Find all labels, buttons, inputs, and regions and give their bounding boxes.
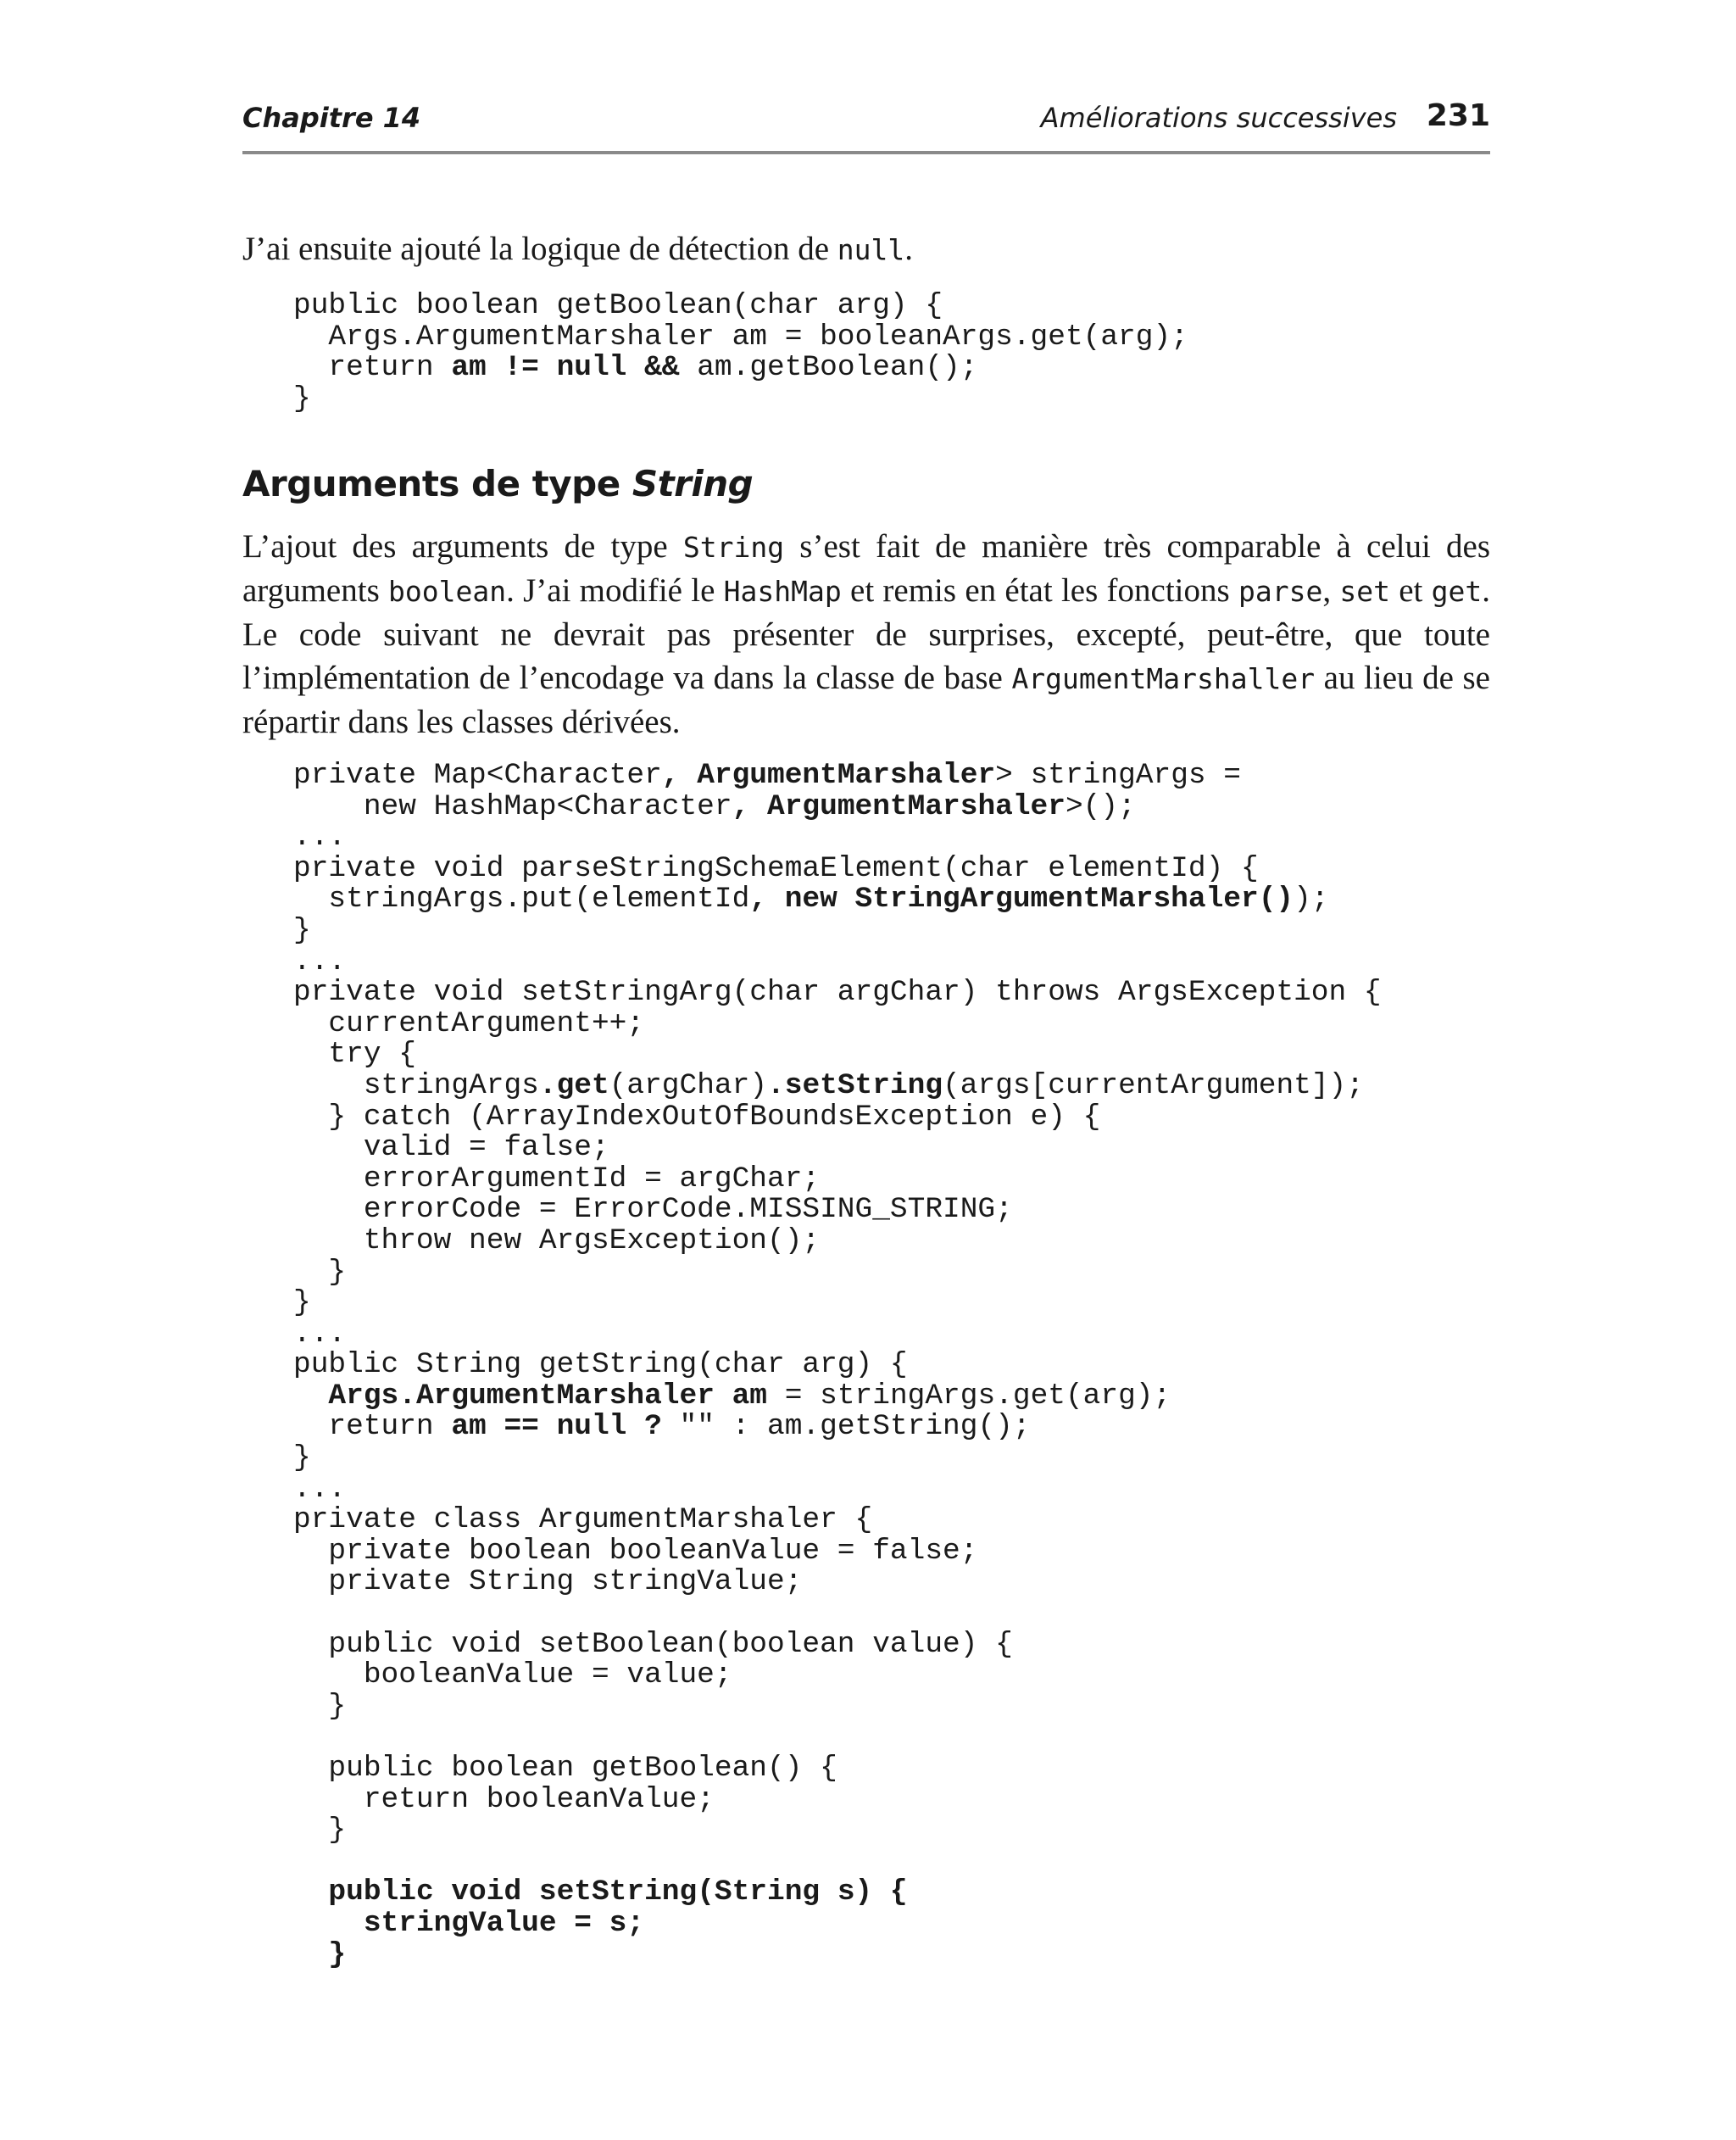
code-segment: try { [293,1038,416,1072]
code-segment: throw new ArgsException(); [293,1223,821,1257]
intro-code: null [837,233,905,266]
inline-code: HashMap [723,575,842,608]
code-line [293,1815,1382,1847]
code-segment: public String getString(char arg) { [293,1348,908,1382]
code-bold-segment: , ArgumentMarshaler [661,759,996,792]
code-segment: return [293,351,452,385]
code-line [293,1068,1382,1102]
code-segment: currentArgument++; [293,1006,645,1040]
code-line [293,947,1382,978]
code-segment: return [293,1410,452,1444]
code-line [293,1660,1382,1691]
code-segment: (args[currentArgument]); [943,1068,1364,1102]
body-paragraph [242,525,1490,744]
code-segment: private void setStringArg(char argChar) throws ArgsException { [293,976,1382,1010]
code-segment: (argChar) [609,1068,768,1102]
code-segment: valid = false; [293,1131,609,1165]
inline-code: String [682,531,785,564]
code-segment [293,1875,328,1909]
code-line [293,1906,1382,1940]
intro-paragraph [242,227,1490,271]
body-text: s’est fait de manière très comparable à celui des arguments [242,528,1491,609]
code-segment: } [293,1441,311,1475]
code-segment [293,1379,328,1413]
running-header [242,100,1490,154]
body-text: L’ajout des arguments de type [242,528,683,565]
code-segment: } [293,1814,347,1847]
code-line [293,1722,1382,1753]
code-segment: errorArgumentId = argChar; [293,1162,821,1195]
code-segment: ... [293,821,347,855]
inline-code: ArgumentMarshaller [1011,662,1316,695]
code-line [293,1133,1382,1164]
body-text: au lieu de se répartir dans les classes dérivées. [242,660,1490,740]
section-heading-italic: String [632,463,754,504]
code-bold-segment: , ArgumentMarshaler [732,789,1066,823]
body-text: , [1322,572,1340,609]
code-segment: "" : am.getString(); [661,1410,1031,1444]
intro-end: . [904,231,913,267]
code-line [293,1350,1382,1381]
inline-code: get [1431,575,1483,608]
code-line [293,1598,1382,1630]
section-heading [242,463,753,504]
code-line [293,1257,1382,1289]
code-line [293,384,1188,415]
chapter-label: Chapitre 14 [242,102,421,134]
code-segment: > stringArgs = [995,759,1242,792]
code-bold-segment: , new StringArgumentMarshaler() [749,883,1294,917]
code-line [293,913,1382,947]
code-bold-segment: Args.ArgumentMarshaler am [328,1379,768,1413]
code-line [293,1691,1382,1723]
code-bold-segment: am != null && [451,351,680,385]
code-line [293,1223,1382,1257]
code-line [293,1195,1382,1226]
code-line [293,1474,1382,1506]
chapter-title: Améliorations successives [1040,102,1397,134]
code-segment: >(); [1065,789,1136,823]
inline-code: set [1339,575,1390,608]
code-bold-segment: stringValue = s; [363,1906,645,1940]
code-line [293,322,1188,354]
code-bold-segment: public void setString(String s) { [328,1875,908,1909]
code-segment: } [293,382,311,415]
inline-code: boolean [388,575,507,608]
code-line [293,1006,1382,1040]
code-block-getboolean [293,291,1188,415]
code-segment: } [293,913,311,947]
code-bold-segment: } [328,1937,347,1971]
code-line [293,884,1382,916]
code-line [293,1877,1382,1909]
code-line [293,1039,1382,1071]
code-line [293,1319,1382,1351]
code-line [293,1381,1382,1413]
code-segment: private class ArgumentMarshaler { [293,1503,873,1537]
code-line [293,1847,1382,1878]
code-line [293,1937,1382,1971]
code-segment: = stringArgs.get(arg); [767,1379,1171,1413]
code-segment: private Map<Character [293,759,662,792]
code-line [293,1753,1382,1785]
code-block-string-args [293,761,1382,1970]
code-line [293,291,1188,322]
intro-text: J’ai ensuite ajouté la logique de détection de [242,231,837,267]
code-segment: stringArgs.put(elementId [293,883,750,917]
code-segment: public void setBoolean(boolean value) { [293,1627,1013,1661]
code-segment: ... [293,1472,347,1506]
code-line [293,789,1382,823]
body-text: . Le code suivant ne devrait pas présenter de surprises, excepté, peut-être, que toute l’implémentation de l’encodage va dans la classe de base [242,572,1490,696]
code-line [293,1505,1382,1536]
inline-code: parse [1238,575,1323,608]
code-segment: ... [293,1317,347,1351]
body-text: et remis en état les fonctions [841,572,1238,609]
code-segment: new HashMap<Character [293,789,732,823]
code-segment: } [293,1255,347,1289]
code-line [293,353,1188,384]
code-segment: private void parseStringSchemaElement(char elementId) { [293,851,1259,885]
code-segment [293,1907,364,1940]
section-heading-prefix: Arguments de type [242,463,632,504]
code-line [293,1782,1382,1816]
code-segment: booleanValue = value; [293,1658,732,1692]
code-segment: public boolean getBoolean() { [293,1752,837,1785]
code-line [293,822,1382,854]
code-line [293,1627,1382,1661]
code-line [293,1164,1382,1195]
code-line [293,851,1382,885]
code-segment: ); [1294,883,1329,917]
code-bold-segment: .get [538,1068,609,1102]
code-segment: stringArgs [293,1068,539,1102]
code-line [293,1536,1382,1568]
code-line [293,1412,1382,1443]
code-line [293,978,1382,1009]
code-line [293,1102,1382,1134]
code-segment: Args.ArgumentMarshaler am = booleanArgs.get(arg); [293,320,1188,354]
code-segment: return booleanValue; [293,1782,715,1816]
code-line [293,761,1382,792]
code-segment: public boolean getBoolean(char arg) { [293,289,943,322]
page-number: 231 [1426,98,1490,133]
body-text: . J’ai modifié le [506,572,724,609]
code-line [293,1567,1382,1598]
code-segment: am.getBoolean(); [679,351,978,385]
code-segment [293,1938,328,1971]
code-segment: ... [293,945,347,978]
code-segment: } catch (ArrayIndexOutOfBoundsException e) { [293,1100,1101,1134]
code-segment: } [293,1286,311,1320]
code-segment: } [293,1689,347,1723]
code-line [293,1288,1382,1319]
code-segment: errorCode = ErrorCode.MISSING_STRING; [293,1193,1013,1227]
code-bold-segment: .setString [767,1068,943,1102]
body-text: et [1389,572,1432,609]
code-line [293,1443,1382,1474]
code-bold-segment: am == null ? [451,1410,662,1444]
code-segment: private boolean booleanValue = false; [293,1534,978,1568]
code-segment: private String stringValue; [293,1565,803,1599]
